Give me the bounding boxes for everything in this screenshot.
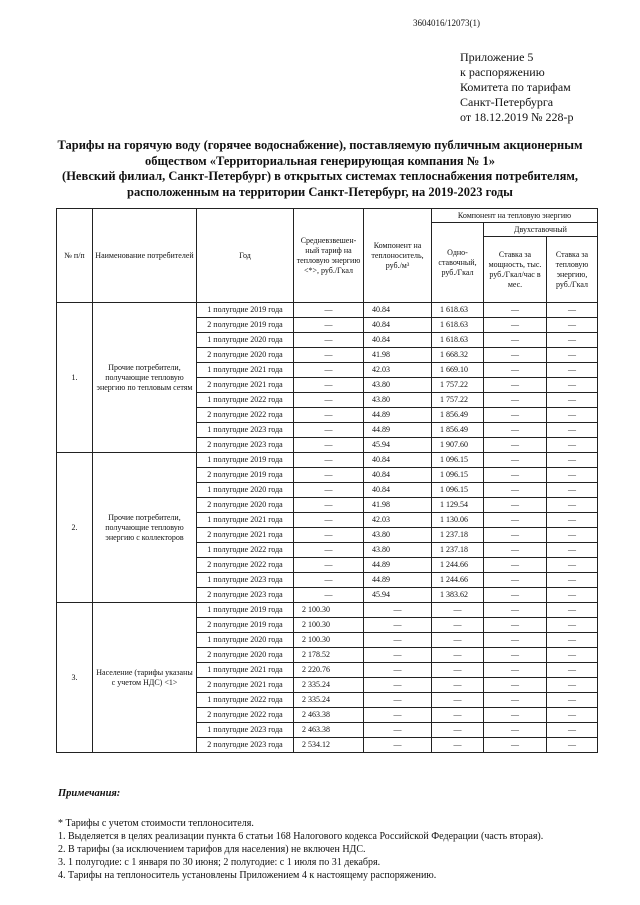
energy-rate-cell: — <box>547 738 598 753</box>
carrier-cell: — <box>364 663 432 678</box>
single-rate-cell: 1 237.18 <box>432 528 484 543</box>
avg-tariff-cell: — <box>294 318 364 333</box>
energy-rate-cell: — <box>547 633 598 648</box>
note-item: 2. В тарифы (за исключением тарифов для населения) не включен НДС. <box>58 844 366 855</box>
energy-rate-cell: — <box>547 498 598 513</box>
table-row <box>57 303 598 318</box>
title-line: Тарифы на горячую воду (горячее водоснабжение), поставляемую публичным акционерным <box>57 138 583 152</box>
header-single-rate: Одно-ставочный, руб./Гкал <box>432 223 484 303</box>
carrier-cell: 43.80 <box>364 393 432 408</box>
energy-rate-cell: — <box>547 393 598 408</box>
note-item: 3. 1 полугодие: с 1 января по 30 июня; 2 полугодие: с 1 июля по 31 декабря. <box>58 857 381 868</box>
carrier-cell: 40.84 <box>364 468 432 483</box>
avg-tariff-cell: — <box>294 438 364 453</box>
carrier-cell: 43.80 <box>364 543 432 558</box>
header-avg-tariff: Средневзвешен-ный тариф на тепловую энергию <*>, руб./Гкал <box>294 209 364 303</box>
carrier-cell: 44.89 <box>364 573 432 588</box>
single-rate-cell: 1 129.54 <box>432 498 484 513</box>
capacity-rate-cell: — <box>484 378 547 393</box>
avg-tariff-cell: — <box>294 528 364 543</box>
period-cell: 2 полугодие 2023 года <box>197 738 294 753</box>
energy-rate-cell: — <box>547 408 598 423</box>
energy-rate-cell: — <box>547 543 598 558</box>
avg-tariff-cell: — <box>294 513 364 528</box>
header-num: № п/п <box>57 209 93 303</box>
capacity-rate-cell: — <box>484 468 547 483</box>
period-cell: 2 полугодие 2020 года <box>197 498 294 513</box>
energy-rate-cell: — <box>547 723 598 738</box>
capacity-rate-cell: — <box>484 558 547 573</box>
avg-tariff-cell: 2 178.52 <box>294 648 364 663</box>
period-cell: 1 полугодие 2022 года <box>197 543 294 558</box>
single-rate-cell: 1 618.63 <box>432 333 484 348</box>
single-rate-cell: 1 668.32 <box>432 348 484 363</box>
period-cell: 2 полугодие 2023 года <box>197 588 294 603</box>
period-cell: 1 полугодие 2019 года <box>197 453 294 468</box>
avg-tariff-cell: 2 335.24 <box>294 678 364 693</box>
avg-tariff-cell: — <box>294 348 364 363</box>
avg-tariff-cell: 2 534.12 <box>294 738 364 753</box>
single-rate-cell: 1 237.18 <box>432 543 484 558</box>
capacity-rate-cell: — <box>484 723 547 738</box>
carrier-cell: — <box>364 618 432 633</box>
avg-tariff-cell: 2 335.24 <box>294 693 364 708</box>
consumer-name: Население (тарифы указаны с учетом НДС) <1> <box>93 603 197 753</box>
capacity-rate-cell: — <box>484 333 547 348</box>
table-body <box>57 303 598 753</box>
single-rate-cell: 1 244.66 <box>432 573 484 588</box>
avg-tariff-cell: — <box>294 393 364 408</box>
energy-rate-cell: — <box>547 708 598 723</box>
single-rate-cell: — <box>432 663 484 678</box>
energy-rate-cell: — <box>547 483 598 498</box>
period-cell: 1 полугодие 2021 года <box>197 513 294 528</box>
period-cell: 2 полугодие 2020 года <box>197 648 294 663</box>
avg-tariff-cell: — <box>294 423 364 438</box>
single-rate-cell: 1 757.22 <box>432 378 484 393</box>
energy-rate-cell: — <box>547 333 598 348</box>
avg-tariff-cell: 2 100.30 <box>294 603 364 618</box>
carrier-cell: 42.03 <box>364 363 432 378</box>
avg-tariff-cell: — <box>294 378 364 393</box>
capacity-rate-cell: — <box>484 663 547 678</box>
single-rate-cell: 1 618.63 <box>432 303 484 318</box>
carrier-cell: 40.84 <box>364 333 432 348</box>
carrier-cell: — <box>364 603 432 618</box>
carrier-cell: — <box>364 678 432 693</box>
annex-line: Санкт-Петербурга <box>460 95 554 109</box>
carrier-cell: — <box>364 693 432 708</box>
single-rate-cell: 1 383.62 <box>432 588 484 603</box>
document-title <box>40 138 600 200</box>
energy-rate-cell: — <box>547 528 598 543</box>
single-rate-cell: 1 856.49 <box>432 423 484 438</box>
capacity-rate-cell: — <box>484 393 547 408</box>
table-row <box>57 603 598 618</box>
capacity-rate-cell: — <box>484 483 547 498</box>
capacity-rate-cell: — <box>484 588 547 603</box>
energy-rate-cell: — <box>547 678 598 693</box>
note-item: 1. Выделяется в целях реализации пункта 6 статьи 168 Налогового кодекса Российской Федерации (часть вторая). <box>58 831 544 842</box>
avg-tariff-cell: 2 100.30 <box>294 618 364 633</box>
capacity-rate-cell: — <box>484 408 547 423</box>
carrier-cell: — <box>364 648 432 663</box>
capacity-rate-cell: — <box>484 738 547 753</box>
single-rate-cell: — <box>432 618 484 633</box>
capacity-rate-cell: — <box>484 513 547 528</box>
energy-rate-cell: — <box>547 663 598 678</box>
capacity-rate-cell: — <box>484 303 547 318</box>
consumer-name: Прочие потребители, получающие тепловую энергию по тепловым сетям <box>93 303 197 453</box>
period-cell: 1 полугодие 2023 года <box>197 723 294 738</box>
avg-tariff-cell: — <box>294 468 364 483</box>
single-rate-cell: 1 130.06 <box>432 513 484 528</box>
energy-rate-cell: — <box>547 453 598 468</box>
title-line: обществом «Территориальная генерирующая компания № 1» <box>145 153 495 168</box>
period-cell: 2 полугодие 2021 года <box>197 678 294 693</box>
period-cell: 2 полугодие 2020 года <box>197 348 294 363</box>
carrier-cell: 44.89 <box>364 558 432 573</box>
avg-tariff-cell: — <box>294 303 364 318</box>
carrier-cell: 44.89 <box>364 408 432 423</box>
period-cell: 1 полугодие 2023 года <box>197 423 294 438</box>
capacity-rate-cell: — <box>484 423 547 438</box>
header-capacity-rate: Ставка за мощность, тыс. руб./Гкал/час в мес. <box>484 237 547 303</box>
period-cell: 1 полугодие 2021 года <box>197 363 294 378</box>
group-number: 1. <box>57 303 93 453</box>
avg-tariff-cell: — <box>294 573 364 588</box>
capacity-rate-cell: — <box>484 648 547 663</box>
period-cell: 2 полугодие 2019 года <box>197 468 294 483</box>
annex-line: к распоряжению <box>460 65 545 79</box>
energy-rate-cell: — <box>547 648 598 663</box>
carrier-cell: 40.84 <box>364 483 432 498</box>
avg-tariff-cell: — <box>294 363 364 378</box>
capacity-rate-cell: — <box>484 603 547 618</box>
single-rate-cell: 1 618.63 <box>432 318 484 333</box>
period-cell: 1 полугодие 2022 года <box>197 393 294 408</box>
period-cell: 1 полугодие 2023 года <box>197 573 294 588</box>
capacity-rate-cell: — <box>484 543 547 558</box>
period-cell: 1 полугодие 2020 года <box>197 333 294 348</box>
single-rate-cell: 1 757.22 <box>432 393 484 408</box>
header-year: Год <box>197 209 294 303</box>
period-cell: 2 полугодие 2023 года <box>197 438 294 453</box>
annex-block <box>460 50 574 125</box>
single-rate-cell: — <box>432 693 484 708</box>
header-energy-rate: Ставка за тепловую энергию, руб./Гкал <box>547 237 598 303</box>
carrier-cell: 43.80 <box>364 378 432 393</box>
energy-rate-cell: — <box>547 303 598 318</box>
capacity-rate-cell: — <box>484 708 547 723</box>
carrier-cell: 45.94 <box>364 438 432 453</box>
single-rate-cell: — <box>432 648 484 663</box>
period-cell: 1 полугодие 2020 года <box>197 483 294 498</box>
avg-tariff-cell: — <box>294 453 364 468</box>
carrier-cell: — <box>364 738 432 753</box>
document-id: 3604016/12073(1) <box>413 18 480 28</box>
energy-rate-cell: — <box>547 618 598 633</box>
period-cell: 2 полугодие 2021 года <box>197 378 294 393</box>
single-rate-cell: 1 907.60 <box>432 438 484 453</box>
title-line: расположенным на территории Санкт-Петербург, на 2019-2023 годы <box>127 184 513 199</box>
single-rate-cell: 1 096.15 <box>432 468 484 483</box>
single-rate-cell: — <box>432 633 484 648</box>
capacity-rate-cell: — <box>484 348 547 363</box>
group-number: 3. <box>57 603 93 753</box>
energy-rate-cell: — <box>547 468 598 483</box>
capacity-rate-cell: — <box>484 618 547 633</box>
carrier-cell: 41.98 <box>364 348 432 363</box>
note-item: 4. Тарифы на теплоноситель установлены Приложением 4 к настоящему распоряжению. <box>58 870 437 881</box>
header-consumer: Наименование потребителей <box>93 209 197 303</box>
energy-rate-cell: — <box>547 438 598 453</box>
avg-tariff-cell: — <box>294 483 364 498</box>
carrier-cell: 41.98 <box>364 498 432 513</box>
avg-tariff-cell: — <box>294 558 364 573</box>
capacity-rate-cell: — <box>484 678 547 693</box>
annex-line: от 18.12.2019 № 228-р <box>460 110 574 124</box>
single-rate-cell: 1 096.15 <box>432 453 484 468</box>
single-rate-cell: 1 244.66 <box>432 558 484 573</box>
avg-tariff-cell: 2 463.38 <box>294 708 364 723</box>
single-rate-cell: 1 096.15 <box>432 483 484 498</box>
header-carrier: Компонент на теплоноситель, руб./м³ <box>364 209 432 303</box>
single-rate-cell: 1 856.49 <box>432 408 484 423</box>
table-row <box>57 453 598 468</box>
carrier-cell: 42.03 <box>364 513 432 528</box>
period-cell: 2 полугодие 2021 года <box>197 528 294 543</box>
carrier-cell: 40.84 <box>364 318 432 333</box>
period-cell: 2 полугодие 2022 года <box>197 558 294 573</box>
single-rate-cell: — <box>432 708 484 723</box>
avg-tariff-cell: — <box>294 588 364 603</box>
avg-tariff-cell: — <box>294 408 364 423</box>
energy-rate-cell: — <box>547 423 598 438</box>
consumer-name: Прочие потребители, получающие тепловую энергию с коллекторов <box>93 453 197 603</box>
notes-block <box>58 788 618 882</box>
period-cell: 2 полугодие 2022 года <box>197 708 294 723</box>
header-energy-component: Компонент на тепловую энергию <box>432 209 598 223</box>
single-rate-cell: 1 669.10 <box>432 363 484 378</box>
annex-line: Комитета по тарифам <box>460 80 571 94</box>
energy-rate-cell: — <box>547 318 598 333</box>
carrier-cell: 45.94 <box>364 588 432 603</box>
capacity-rate-cell: — <box>484 453 547 468</box>
carrier-cell: 43.80 <box>364 528 432 543</box>
carrier-cell: — <box>364 708 432 723</box>
tariff-table <box>56 208 598 753</box>
capacity-rate-cell: — <box>484 693 547 708</box>
period-cell: 2 полугодие 2022 года <box>197 408 294 423</box>
period-cell: 1 полугодие 2019 года <box>197 303 294 318</box>
period-cell: 1 полугодие 2020 года <box>197 633 294 648</box>
single-rate-cell: — <box>432 723 484 738</box>
energy-rate-cell: — <box>547 588 598 603</box>
title-line: (Невский филиал, Санкт-Петербург) в открытых системах теплоснабжения потребителям, <box>62 169 578 183</box>
avg-tariff-cell: — <box>294 333 364 348</box>
period-cell: 1 полугодие 2022 года <box>197 693 294 708</box>
single-rate-cell: — <box>432 678 484 693</box>
energy-rate-cell: — <box>547 573 598 588</box>
capacity-rate-cell: — <box>484 438 547 453</box>
header-two-rate: Двухставочный <box>484 223 598 237</box>
energy-rate-cell: — <box>547 558 598 573</box>
carrier-cell: — <box>364 633 432 648</box>
note-item: * Тарифы с учетом стоимости теплоносителя. <box>58 818 254 829</box>
carrier-cell: — <box>364 723 432 738</box>
period-cell: 1 полугодие 2019 года <box>197 603 294 618</box>
carrier-cell: 40.84 <box>364 453 432 468</box>
capacity-rate-cell: — <box>484 573 547 588</box>
period-cell: 1 полугодие 2021 года <box>197 663 294 678</box>
energy-rate-cell: — <box>547 603 598 618</box>
avg-tariff-cell: — <box>294 543 364 558</box>
notes-title: Примечания: <box>58 788 121 799</box>
avg-tariff-cell: 2 220.76 <box>294 663 364 678</box>
annex-line: Приложение 5 <box>460 50 534 64</box>
capacity-rate-cell: — <box>484 633 547 648</box>
group-number: 2. <box>57 453 93 603</box>
period-cell: 2 полугодие 2019 года <box>197 318 294 333</box>
capacity-rate-cell: — <box>484 528 547 543</box>
avg-tariff-cell: 2 463.38 <box>294 723 364 738</box>
capacity-rate-cell: — <box>484 498 547 513</box>
energy-rate-cell: — <box>547 363 598 378</box>
energy-rate-cell: — <box>547 693 598 708</box>
capacity-rate-cell: — <box>484 318 547 333</box>
single-rate-cell: — <box>432 738 484 753</box>
carrier-cell: 40.84 <box>364 303 432 318</box>
carrier-cell: 44.89 <box>364 423 432 438</box>
energy-rate-cell: — <box>547 378 598 393</box>
energy-rate-cell: — <box>547 348 598 363</box>
avg-tariff-cell: — <box>294 498 364 513</box>
period-cell: 2 полугодие 2019 года <box>197 618 294 633</box>
avg-tariff-cell: 2 100.30 <box>294 633 364 648</box>
capacity-rate-cell: — <box>484 363 547 378</box>
energy-rate-cell: — <box>547 513 598 528</box>
single-rate-cell: — <box>432 603 484 618</box>
